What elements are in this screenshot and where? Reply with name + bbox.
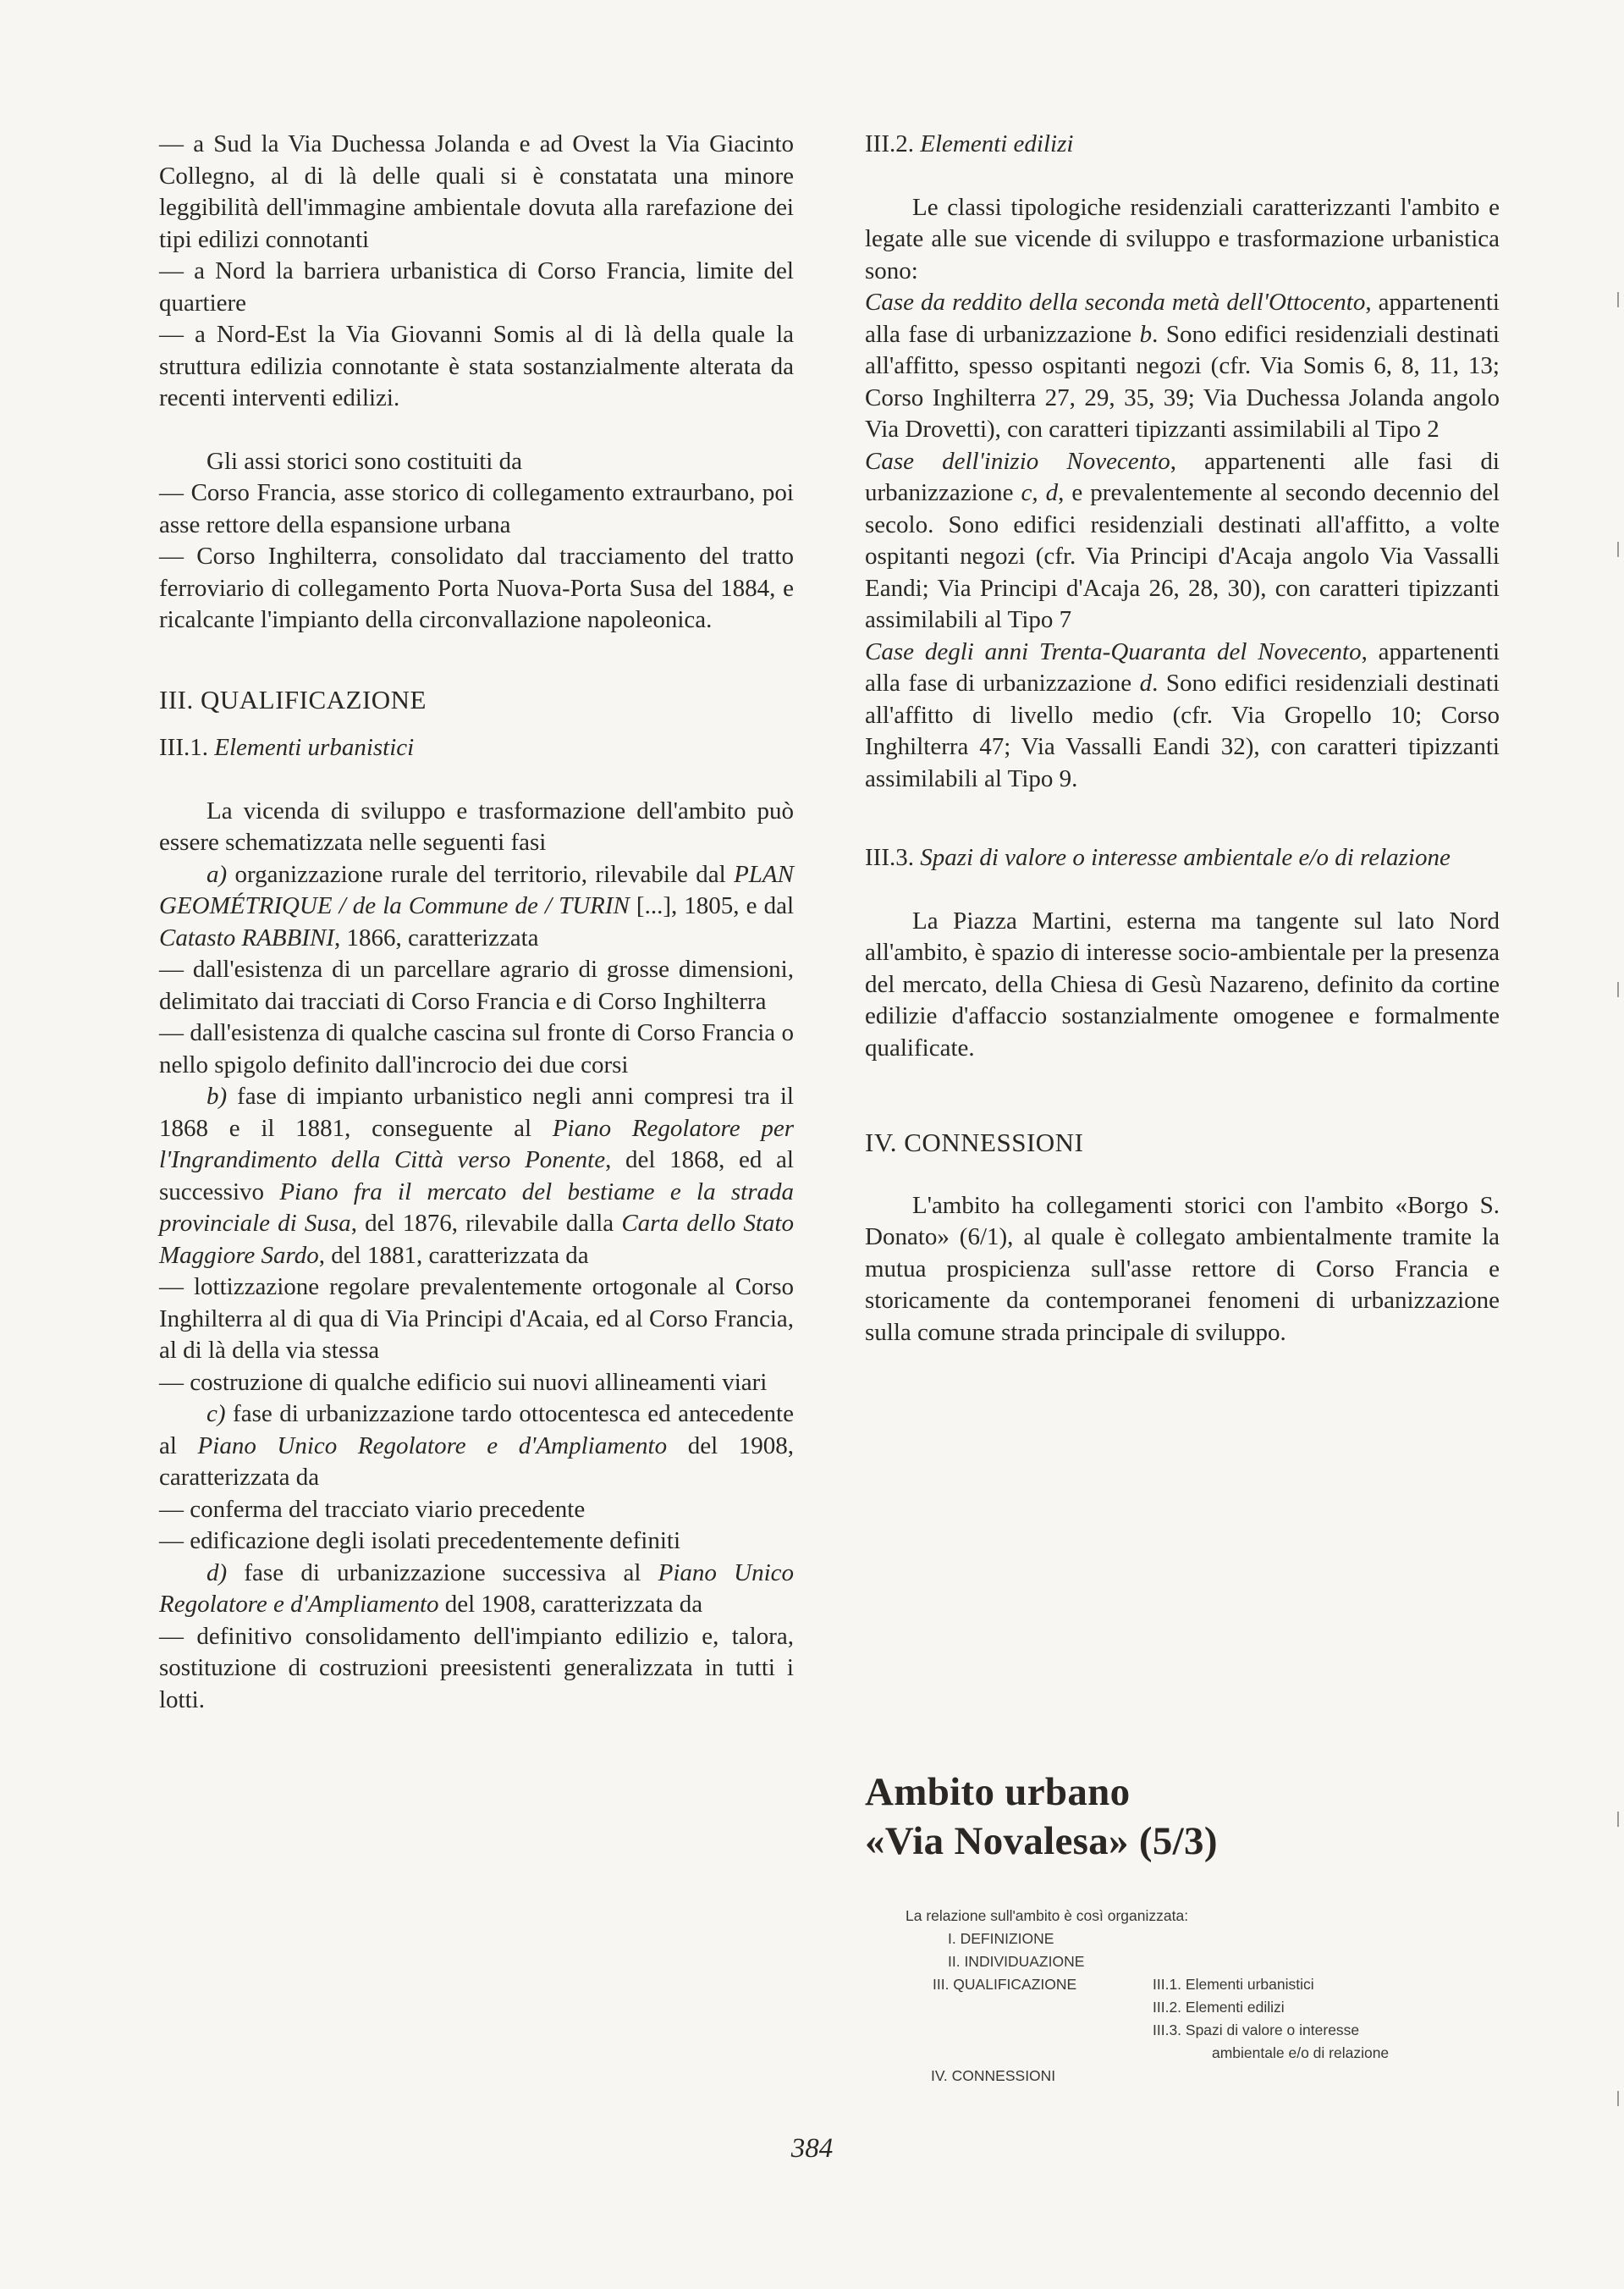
text: del 1908, caratterizzata da — [438, 1591, 703, 1618]
left-column — [159, 129, 794, 1716]
toc-item: I. DEFINIZIONE — [948, 1930, 1054, 1947]
source-title: Catasto RABBINI — [159, 924, 335, 951]
paragraph: L'ambito ha collegamenti storici con l'ambito «Borgo S. Donato» (6/1), al quale è collegato ambientalmente tramite la mutua prospicienza sull'asse rettore di Corso Francia e storicamente da contemporanei fenomeni di urbanizzazione sulla comune strada principale di sviluppo. — [865, 1191, 1500, 1346]
type-paragraph — [865, 446, 1500, 637]
phase-letter: d) — [206, 1558, 228, 1586]
toc-item: II. INDIVIDUAZIONE — [948, 1953, 1085, 1970]
text: , appartenenti alla fase di urbanizzazione — [865, 637, 1500, 697]
phase-c-paragraph — [159, 1398, 794, 1494]
paragraph: — dall'esistenza di qualche cascina sul fronte di Corso Francia o nello spigolo definito dall'incrocio dei due corsi — [159, 1019, 794, 1078]
paragraph: — dall'esistenza di un parcellare agrario di grosse dimensioni, delimitato dai tracciati di Corso Francia e di Corso Inghilterra — [159, 956, 794, 1015]
paragraph: — definitivo consolidamento dell'impianto edilizio e, talora, sostituzione di costruzioni preesistenti generalizzata in tutti i lotti. — [159, 1622, 794, 1713]
margin-mark — [1617, 542, 1619, 557]
source-title: PLAN GEOMÉTRIQUE / de la Commune de / TURIN — [159, 860, 794, 919]
paragraph: — conferma del tracciato viario precedente — [159, 1495, 586, 1523]
subsection-title: Spazi di valore o interesse ambientale e/o di relazione — [920, 844, 1451, 871]
phase-d-paragraph — [159, 1558, 794, 1621]
text: , del 1868, ed al successivo — [159, 1146, 794, 1205]
toc-subitem: III.1. Elementi urbanistici — [1153, 1976, 1314, 1993]
ambito-title — [865, 1768, 1218, 1866]
type-paragraph — [865, 637, 1500, 796]
subsection-heading-3-1 — [159, 732, 794, 764]
text: fase di urbanizzazione tardo ottocentesca ed antecedente al — [159, 1400, 794, 1459]
phase-letter: c, d — [1021, 479, 1059, 506]
text: , e prevalentemente al secondo decennio del secolo. Sono edifici residenziali destinati all'affitto, a volte ospitanti negozi (cfr. Via Principi d'Acaja angolo Via Vassalli Eandi; Via Principi d'Acaja 26, 28, 30), con caratteri tipizzanti assimilabili al Tipo 7 — [865, 479, 1500, 633]
source-title: Piano Regolatore per l'Ingrandimento della Città verso Ponente — [159, 1114, 794, 1173]
section-heading-connessioni: IV. CONNESSIONI — [865, 1128, 1084, 1157]
text: del 1908, caratterizzata da — [159, 1431, 794, 1491]
subsection-number: III.2. — [865, 130, 914, 157]
paragraph: La Piazza Martini, esterna ma tangente sul lato Nord all'ambito, è spazio di interesse socio-ambientale per la presenza del mercato, della Chiesa di Gesù Nazareno, definito da cortine edilizie d'affaccio sostanzialmente omogenee e formalmente qualificate. — [865, 907, 1500, 1062]
right-column — [865, 129, 1500, 1349]
text: , del 1876, rilevabile dalla — [350, 1210, 622, 1237]
text: . Sono edifici residenziali destinati all'affitto di livello medio (cfr. Via Gropello 10; Corso Inghilterra 47; Via Vassalli Eandi 32), con caratteri tipizzanti assimilabili al Tipo 9. — [865, 670, 1500, 792]
phase-letter: b) — [206, 1083, 228, 1110]
subsection-number: III.1. — [159, 734, 208, 761]
toc-subitem-continuation: ambientale e/o di relazione — [1212, 2044, 1390, 2061]
ambito-title-line2: «Via Novalesa» (5/3) — [865, 1819, 1218, 1863]
paragraph: — costruzione di qualche edificio sui nuovi allineamenti viari — [159, 1368, 768, 1396]
phase-b-paragraph — [159, 1081, 794, 1271]
source-title: Piano Unico Regolatore e d'Ampliamento — [197, 1431, 668, 1459]
source-title: Piano Unico Regolatore e d'Ampliamento — [159, 1558, 794, 1618]
toc-subitem: III.3. Spazi di valore o interesse — [1153, 2021, 1360, 2038]
subsection-number: III.3. — [865, 844, 914, 871]
section-heading-qualificazione: III. QUALIFICAZIONE — [159, 684, 427, 714]
type-title: Case da reddito della seconda metà dell'Ottocento — [865, 289, 1366, 316]
paragraph: — edificazione degli isolati precedentemente definiti — [159, 1527, 680, 1554]
subsection-title: Elementi urbanistici — [214, 734, 415, 761]
paragraph: — a Nord-Est la Via Giovanni Somis al di là della quale la struttura edilizia connotante è stata sostanzialmente alterata da recenti interventi edilizi. — [159, 321, 794, 411]
margin-mark — [1617, 292, 1619, 307]
text: . Sono edifici residenziali destinati all'affitto, spesso ospitanti negozi (cfr. Via Somis 6, 8, 11, 13; Corso Inghilterra 27, 29, 35, 39; Via Duchessa Jolanda angolo Via Drovetti), con caratteri tipizzanti assimilabili al Tipo 2 — [865, 320, 1500, 443]
text: , del 1881, caratterizzata da — [318, 1241, 589, 1269]
phase-letter: d — [1139, 670, 1153, 697]
text: , 1866, caratterizzata — [334, 924, 539, 951]
type-title: Case degli anni Trenta-Quaranta del Novecento — [865, 637, 1362, 665]
type-paragraph — [865, 287, 1500, 446]
text: organizzazione rurale del territorio, rilevabile dal — [227, 860, 735, 888]
subsection-title: Elementi edilizi — [920, 130, 1074, 157]
paragraph: — a Nord la barriera urbanistica di Corso Francia, limite del quartiere — [159, 257, 794, 317]
phase-letter: a) — [206, 860, 228, 888]
phase-letter: b — [1139, 320, 1153, 348]
toc-subitem: III.2. Elementi edilizi — [1153, 1999, 1285, 2016]
paragraph: La vicenda di sviluppo e trasformazione dell'ambito può essere schematizzata nelle seguenti fasi — [159, 797, 794, 856]
text: fase di impianto urbanistico negli anni compresi tra il 1868 e il 1881, conseguente al — [159, 1083, 794, 1142]
text: , appartenenti alle fasi di urbanizzazione — [865, 447, 1500, 506]
paragraph: — lottizzazione regolare prevalentemente ortogonale al Corso Inghilterra al di qua di Via Principi d'Acaia, ed al Corso Francia, al di là della via stessa — [159, 1273, 794, 1364]
text: fase di urbanizzazione successiva al — [227, 1558, 658, 1586]
source-title: Piano fra il mercato del bestiame e la strada provinciale di Susa — [159, 1178, 794, 1237]
margin-mark — [1617, 982, 1619, 997]
toc-intro: La relazione sull'ambito è così organizzata: — [906, 1907, 1189, 1924]
paragraph: — Corso Inghilterra, consolidato dal tracciamento del tratto ferroviario di collegamento Porta Nuova-Porta Susa del 1884, e ricalcante l'impianto della circonvallazione napoleonica. — [159, 543, 794, 633]
ambito-title-line1: Ambito urbano — [865, 1770, 1131, 1814]
paragraph: — a Sud la Via Duchessa Jolanda e ad Ovest la Via Giacinto Collegno, al di là delle quali si è constatata una minore leggibilità dell'immagine ambientale dovuta alla rarefazione dei tipi edilizi connotanti — [159, 130, 794, 253]
paragraph: — Corso Francia, asse storico di collegamento extraurbano, poi asse rettore della espansione urbana — [159, 479, 794, 538]
subsection-heading-3-3 — [865, 842, 1500, 874]
subsection-heading-3-2 — [865, 129, 1500, 161]
table-of-contents — [906, 1905, 1390, 2088]
page-number: 384 — [790, 2133, 834, 2164]
paragraph: Gli assi storici sono costituiti da — [206, 447, 522, 475]
text: , appartenenti alla fase di urbanizzazione — [865, 289, 1500, 348]
toc-item: IV. CONNESSIONI — [931, 2067, 1056, 2084]
phase-letter: c) — [206, 1400, 226, 1427]
margin-mark — [1617, 2091, 1619, 2106]
toc-item: III. QUALIFICAZIONE — [933, 1976, 1077, 1993]
phase-a-paragraph — [159, 859, 794, 955]
source-title: Carta dello Stato Maggiore Sardo — [159, 1210, 794, 1269]
text: [...], 1805, e dal — [629, 892, 794, 919]
type-title: Case dell'inizio Novecento — [865, 447, 1170, 475]
paragraph: Le classi tipologiche residenziali caratterizzanti l'ambito e legate alle sue vicende di sviluppo e trasformazione urbanistica sono: — [865, 193, 1500, 284]
margin-mark — [1617, 1812, 1619, 1827]
